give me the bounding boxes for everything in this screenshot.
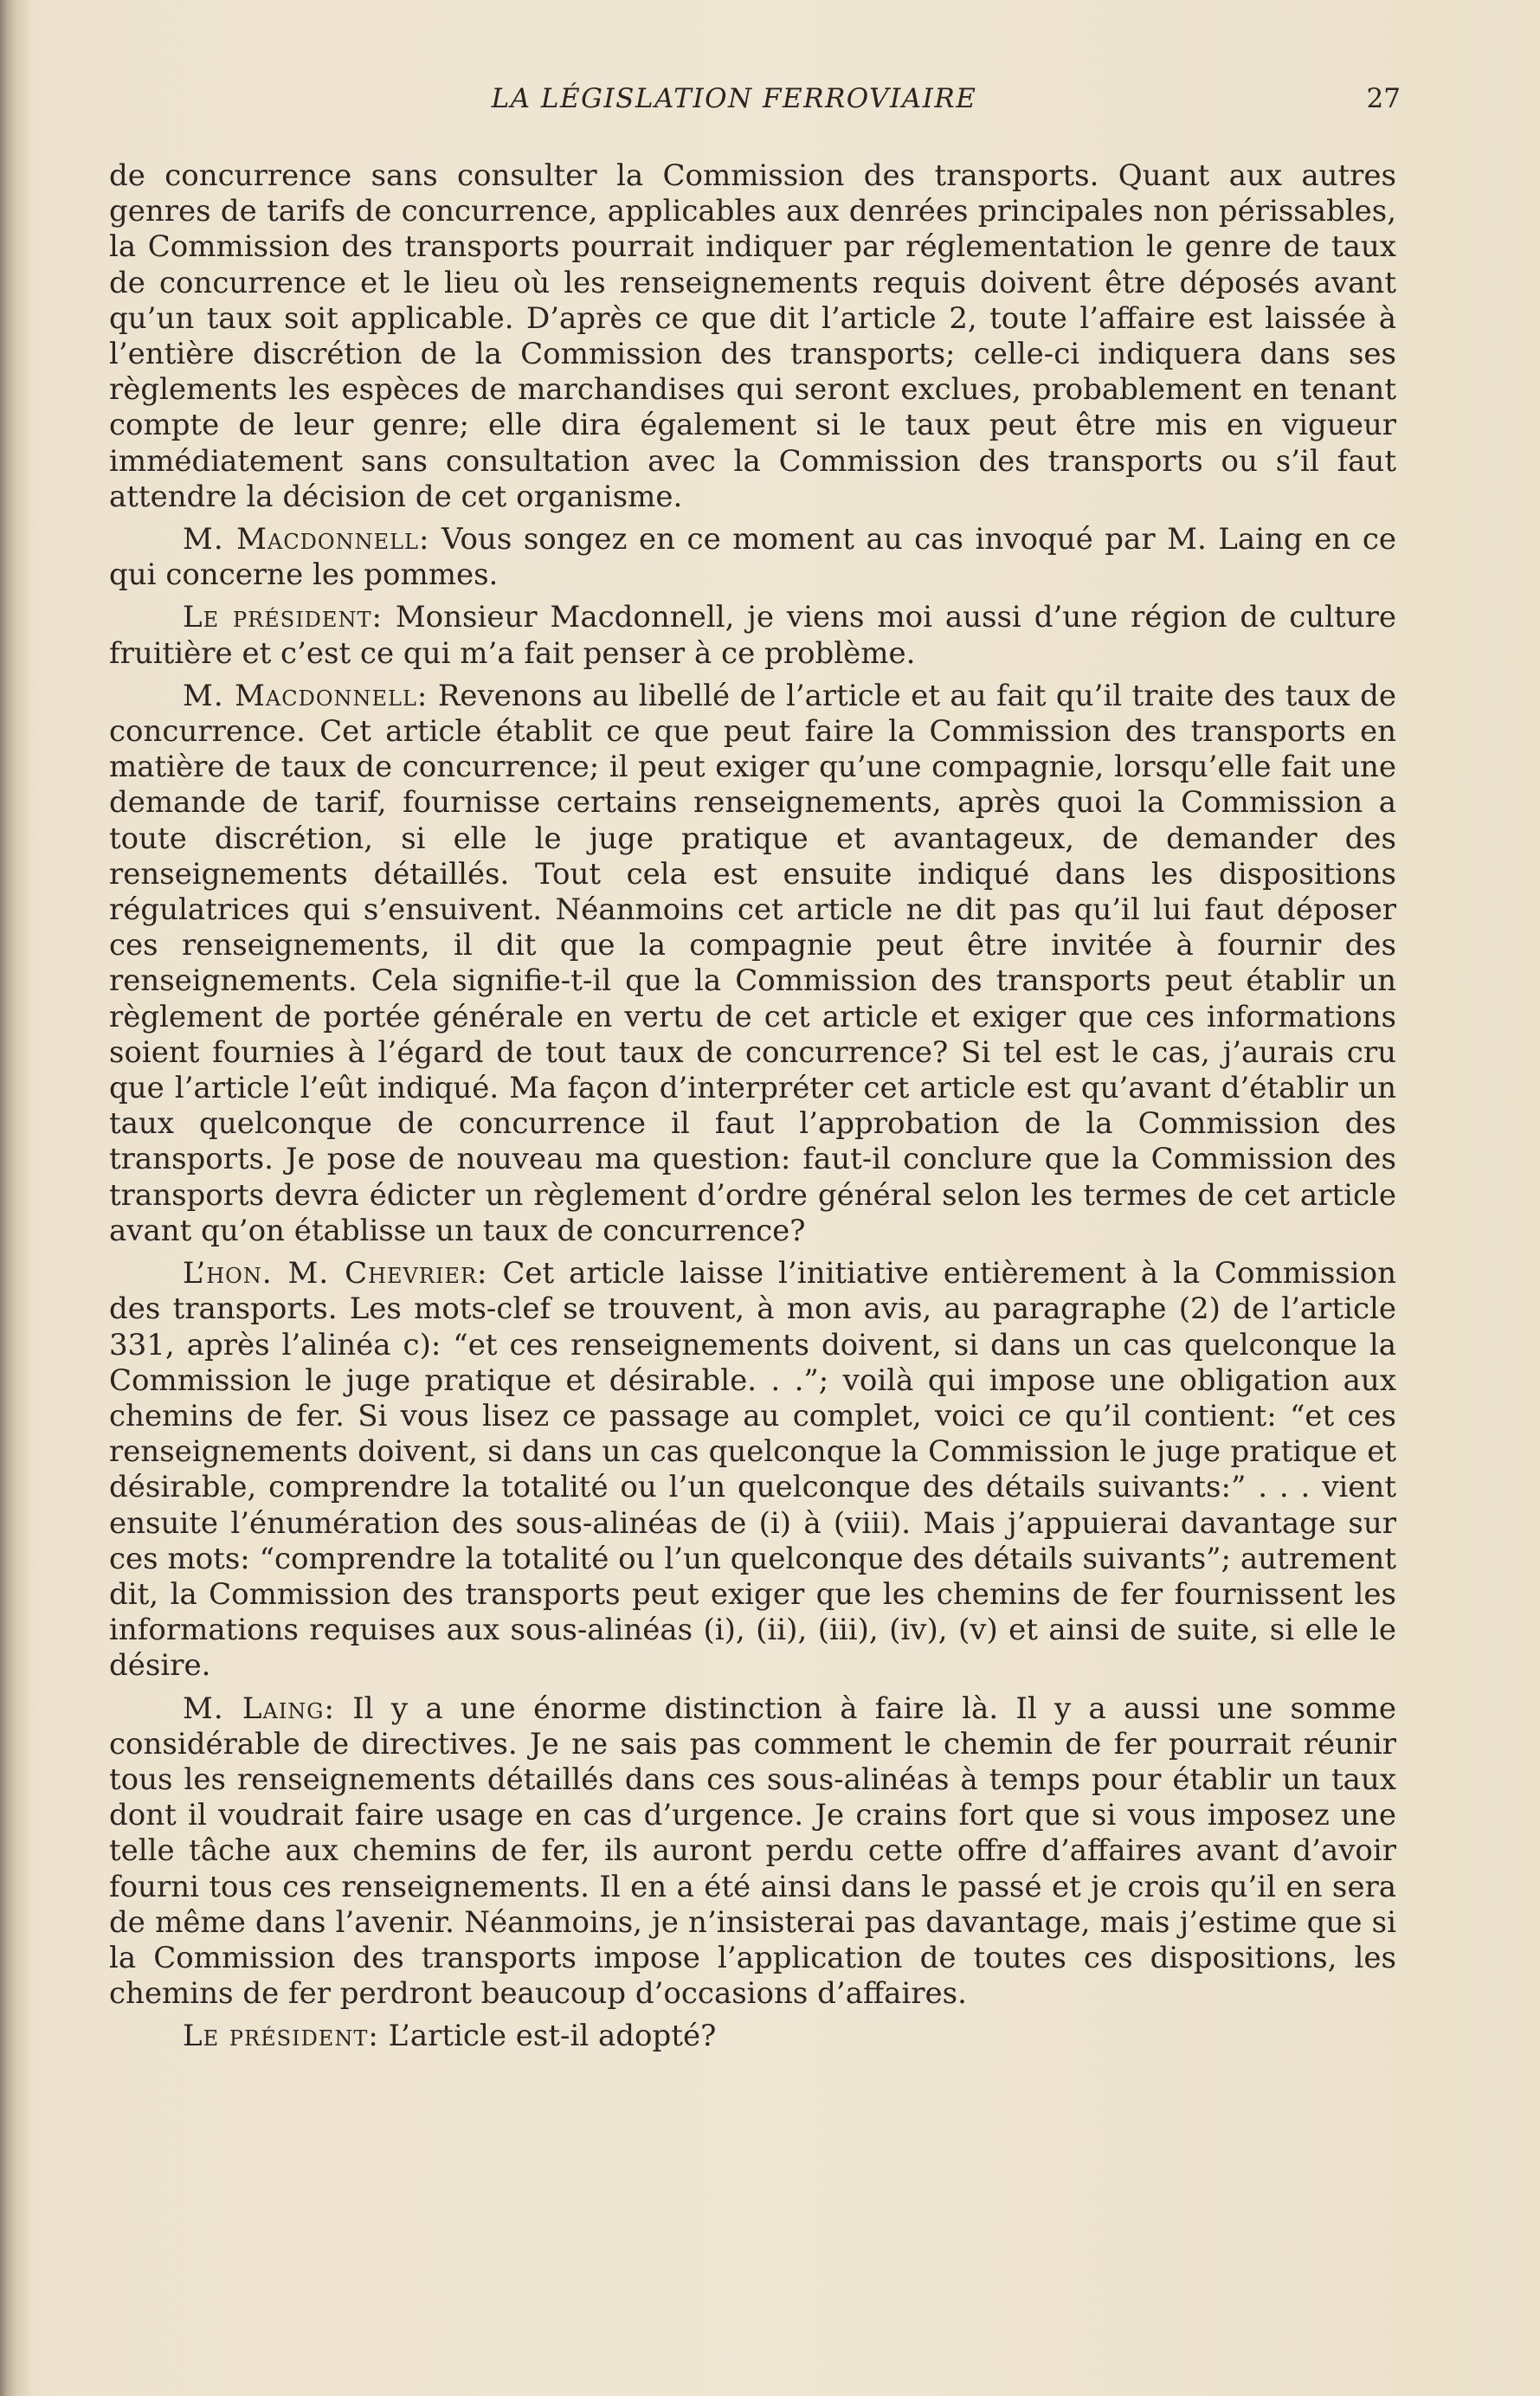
speaker-name: Le président: xyxy=(183,2019,379,2054)
paragraph-president-1 xyxy=(109,600,1396,671)
speaker-name: L’hon. M. Chevrier: xyxy=(183,1256,488,1291)
paragraph-text: Cet article laisse l’initiative entièrement à la Commission des transports. Les mots-clef se trouvent, à mon avis, au paragraphe (2) de l’article 331, après l’alinéa c): “et ces renseignements doivent, si dans un cas quelconque la Commission le juge pratique et désirable. . .”; voilà qui impose une obligation aux chemins de fer. Si vous lisez ce passage au complet, voici ce qu’il contient: “et ces renseignements doivent, si dans un cas quelconque la Commission le juge pratique et désirable, comprendre la totalité ou l’un quelconque des détails suivants:” . . . vient ensuite l’énumération des sous-alinéas de (i) à (viii). Mais j’appuierai davantage sur ces mots: “comprendre la totalité ou l’un quelconque des détails suivants”; autrement dit, la Commission des transports peut exiger que les chemins de fer fournissent les informations requises aux sous-alinéas (i), (ii), (iii), (iv), (v) et ainsi de suite, si elle le désire. xyxy=(109,1256,1396,1684)
paragraph-chevrier xyxy=(109,1256,1396,1684)
speaker-name: M. Macdonnell: xyxy=(183,678,428,713)
page-number: 27 xyxy=(1366,83,1401,114)
paragraph-text: Monsieur Macdonnell, je viens moi aussi d’une région de culture fruitière et c’est ce qui m’a fait penser à ce problème. xyxy=(109,600,1396,671)
paragraph-continuation xyxy=(109,158,1396,515)
paragraph-text: Vous songez en ce moment au cas invoqué par M. Laing en ce qui concerne les pommes. xyxy=(109,522,1396,593)
page-header xyxy=(111,83,1401,126)
speaker-name: M. Laing: xyxy=(183,1691,335,1726)
running-title: LA LÉGISLATION FERROVIAIRE xyxy=(491,83,977,114)
paragraph-text: de concurrence sans consulter la Commission des transports. Quant aux autres genres de tarifs de concurrence, applicables aux denrées principales non périssables, la Commission des transports pourrait indiquer par réglementation le genre de taux de concurrence et le lieu où les renseignements requis doivent être déposés avant qu’un taux soit applicable. D’après ce que dit l’article 2, toute l’affaire est laissée à l’entière discrétion de la Commission des transports; celle-ci indiquera dans ses règlements les espèces de marchandises qui seront exclues, probablement en tenant compte de leur genre; elle dira également si le taux peut être mis en vigueur immédiatement sans consultation avec la Commission des transports ou s’il faut attendre la décision de cet organisme. xyxy=(109,158,1396,514)
paragraph-macdonnell-1 xyxy=(109,522,1396,593)
body-text xyxy=(109,158,1396,2055)
paragraph-text: L’article est-il adopté? xyxy=(388,2019,717,2054)
paragraph-president-2 xyxy=(109,2019,1396,2054)
paragraph-macdonnell-2 xyxy=(109,679,1396,1249)
paragraph-text: Revenons au libellé de l’article et au fait qu’il traite des taux de concurrence. Cet article établit ce que peut faire la Commission des transports en matière de taux de concurrence; il peut exiger qu’une compagnie, lorsqu’elle fait une demande de tarif, fournisse certains renseignements, après quoi la Commission a toute discrétion, si elle le juge pratique et avantageux, de demander des renseignements détaillés. Tout cela est ensuite indiqué dans les dispositions régulatrices qui s’ensuivent. Néanmoins cet article ne dit pas qu’il lui faut déposer ces renseignements, il dit que la compagnie peut être invitée à fournir des renseignements. Cela signifie-t-il que la Commission des transports peut établir un règlement de portée générale en vertu de cet article et exiger que ces informations soient fournies à l’égard de tout taux de concurrence? Si tel est le cas, j’aurais cru que l’article l’eût indiqué. Ma façon d’interpréter cet article est qu’avant d’établir un taux quelconque de concurrence il faut l’approbation de la Commission des transports. Je pose de nouveau ma question: faut-il conclure que la Commission des transports devra édicter un règlement d’ordre général selon les termes de cet article avant qu’on établisse un taux de concurrence? xyxy=(109,678,1397,1248)
speaker-name: M. Macdonnell: xyxy=(183,522,430,557)
page-binding-edge xyxy=(0,0,29,2396)
paragraph-text: Il y a une énorme distinction à faire là. Il y a aussi une somme considérable de directives. Je ne sais pas comment le chemin de fer pourrait réunir tous les renseignements détaillés dans ces sous-alinéas à temps pour établir un taux dont il voudrait faire usage en cas d’urgence. Je crains fort que si vous imposez une telle tâche aux chemins de fer, ils auront perdu cette offre d’affaires avant d’avoir fourni tous ces renseignements. Il en a été ainsi dans le passé et je crois qu’il en sera de même dans l’avenir. Néanmoins, je n’insisterai pas davantage, mais j’estime que si la Commission des transports impose l’application de toutes ces dispositions, les chemins de fer perdront beaucoup d’occasions d’affaires. xyxy=(109,1691,1397,2012)
speaker-name: Le président: xyxy=(183,600,383,635)
paragraph-laing xyxy=(109,1691,1396,2013)
